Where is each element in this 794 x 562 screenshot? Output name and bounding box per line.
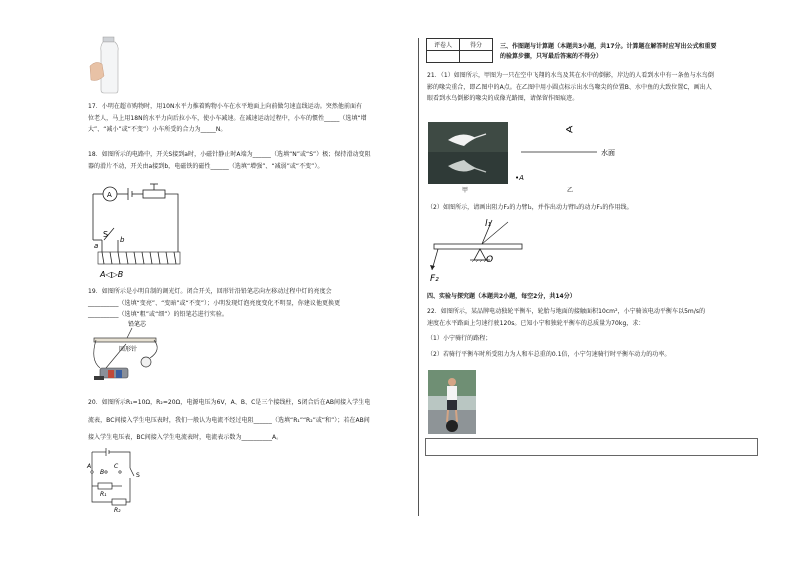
score-table-cell-grader bbox=[427, 51, 460, 63]
q19-line2: __________（选填“变亮”、“变暗”或“不变”）；小明发现灯泡亮度变化不明显，你建议他更换更 bbox=[88, 299, 341, 307]
section-4-heading: 四、实验与探究题（本题共2小题，每空2分，共14分） bbox=[427, 293, 576, 300]
score-table-header-grader: 评卷人 bbox=[427, 39, 460, 51]
q19-line1: 19．如图所示是小明自制的调光灯。闭合开关，回形针沿铅笔芯向左移动过程中灯的亮度会 bbox=[88, 288, 332, 295]
q18-terminal-b-label: b bbox=[120, 236, 125, 244]
q22-line1: 22．如图所示，某品牌电动独轮平衡车，轮胎与地面的接触面积10cm²，小宁骑该电动平衡车以5m/s的 bbox=[427, 308, 706, 315]
question-17 bbox=[88, 101, 416, 136]
question-20 bbox=[88, 397, 416, 444]
answer-box bbox=[425, 438, 758, 456]
q21-point-a-label: •A bbox=[515, 174, 524, 182]
q18-line2: 器的滑片不动，开关由a接到b，电磁铁的磁性______（选填“增强”、“减弱”或“不变”）。 bbox=[88, 162, 324, 170]
q21-part2: （2）如图所示，请画出阻力F₂的力臂l₂，并作出动力臂l₁的动力F₁的作用线。 bbox=[427, 204, 633, 211]
q22-part2: （2）若骑行平衡车时所受阻力为人和车总重的0.1倍，小宁匀速骑行时平衡车动力的功率。 bbox=[427, 350, 671, 358]
q20-switch-label: S bbox=[136, 472, 140, 479]
question-21 bbox=[427, 70, 763, 105]
question-22 bbox=[427, 306, 763, 360]
q21-lever-diagram bbox=[428, 214, 528, 286]
q21-figure-jia-label: 甲 bbox=[462, 187, 469, 194]
hand-holding-bottle-image bbox=[88, 36, 130, 94]
q17-line1: 17．小明在超市购物时，用10N水平力推着购物小车在水平地面上向前做匀速直线运动。突然他前面有 bbox=[88, 103, 363, 110]
q21-water-label: 水面 bbox=[601, 149, 615, 157]
q19-dimmer-lamp-diagram bbox=[86, 320, 166, 392]
q21-f2-label: F₂ bbox=[430, 274, 439, 284]
q20-r2-label: R₂ bbox=[114, 507, 121, 514]
q19-pencil-label: 铅笔芯 bbox=[128, 321, 147, 328]
q21-figure-yi-label: 乙 bbox=[567, 187, 574, 194]
q22-balance-scooter-photo bbox=[428, 370, 476, 434]
q20-line3: 接入学生电压表，BC间接入学生电流表时，电流表示数为__________A。 bbox=[88, 434, 283, 441]
q20-line1: 20．如图所示R₁=10Ω，R₂=20Ω，电源电压为6V，A、B、C是三个接线柱，S闭合后在AB间接入学生电 bbox=[88, 399, 371, 406]
q20-terminal-c: C bbox=[114, 463, 119, 470]
q21-line1: 21．（1）如图所示，甲图为一只在空中飞翔的水鸟及其在水中的倒影，岸边的人看到水中有一条鱼与水鸟倒 bbox=[427, 72, 714, 79]
q20-terminal-b: B bbox=[100, 469, 105, 476]
q18-compass-label: A◁▷B bbox=[100, 270, 124, 279]
q18-switch-label: S bbox=[103, 230, 109, 239]
score-table-cell-score bbox=[460, 51, 493, 63]
q18-electromagnet-circuit-diagram bbox=[88, 180, 188, 280]
q21-pivot-label: O bbox=[486, 255, 494, 265]
q21-water-surface-diagram bbox=[505, 122, 625, 194]
column-divider bbox=[418, 38, 419, 516]
q17-line3: 大”、“减小”或“不变”）小车所受的合力为_____N。 bbox=[88, 126, 227, 133]
q18-line1: 18．如图所示的电路中，开关S接到a时，小磁针静止时A端为______（选填“N”或“S”）极；保持滑动变阻 bbox=[88, 151, 371, 158]
q21-eye-icon: ∢ bbox=[565, 125, 574, 136]
q20-terminal-a: A bbox=[87, 463, 92, 470]
q21-bird-reflection-photo bbox=[428, 122, 508, 184]
q19-clip-label: 回形针 bbox=[119, 346, 138, 353]
q18-terminal-a-label: a bbox=[94, 242, 99, 250]
q20-resistor-circuit-diagram bbox=[86, 446, 156, 514]
q20-r1-label: R₁ bbox=[100, 491, 107, 498]
question-19 bbox=[88, 286, 416, 321]
section-3-heading bbox=[500, 42, 762, 62]
section-3-title-line2: 的验算步骤，只写最后答案的不得分） bbox=[500, 53, 603, 60]
q17-line2: 位老人，马上用18N的水平力向后拉小车，使小车减速。在减速运动过程中，小车的惯性_____（选填“增 bbox=[88, 114, 367, 122]
score-table bbox=[426, 38, 493, 63]
q21-l1-label: l₁ bbox=[485, 219, 492, 229]
q19-line3: __________（选填“粗”或“细”）的铅笔芯进行实验。 bbox=[88, 311, 228, 318]
q21-line2: 影的喙尖重合，即乙图中的A点。在乙图中用小圆点标示出水鸟喙尖的位置B、水中鱼的大致位置C，画出人 bbox=[427, 83, 712, 91]
score-table-header-score: 得分 bbox=[460, 39, 493, 51]
q22-line2: 速度在水平路面上匀速行驶120s。已知小宁和独轮平衡车的总质量为70kg，求： bbox=[427, 319, 645, 327]
section-3-title-line1: 三、作图题与计算题（本题共3小题，共17分。计算题在解答时应写出公式和重要 bbox=[500, 43, 717, 50]
q22-part1: （1）小宁骑行的路程； bbox=[427, 335, 492, 342]
q20-line2: 流表，BC间接入学生电压表时，我们一般认为电流不经过电阻______（选填“R₁”“R₂”或“和”）；若在AB间 bbox=[88, 416, 370, 424]
q18-ammeter-label: A bbox=[107, 191, 112, 199]
question-18 bbox=[88, 149, 416, 172]
q21-line3: 眼看到水鸟倒影的喙尖的成像光路图，请保留作图痕迹。 bbox=[427, 95, 579, 102]
